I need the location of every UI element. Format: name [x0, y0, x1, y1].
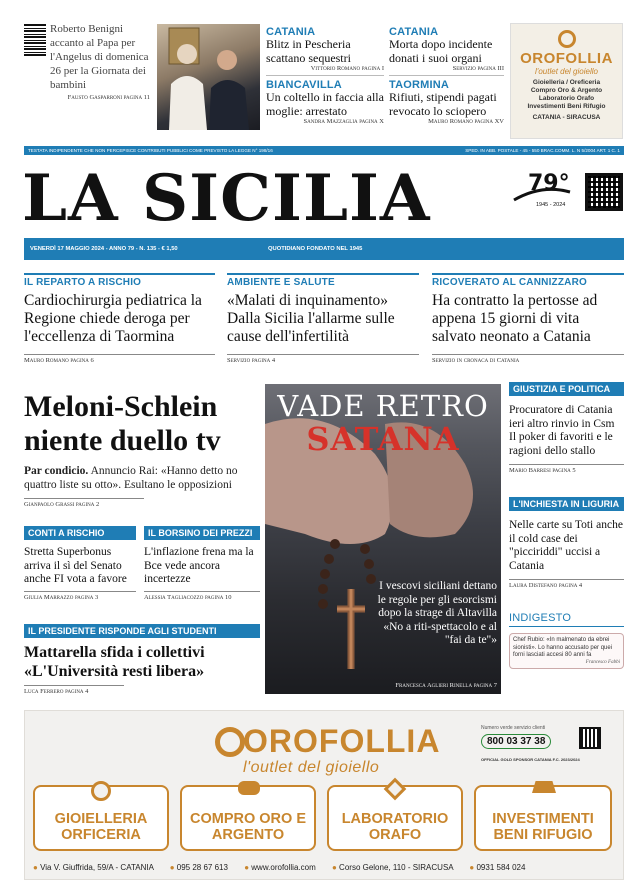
indigesto-text: Chef Rubio: «In malmenato da ebrei sionisti». Lo hanno accusato per quei forni lasciati accesi 80 anni fa [513, 637, 613, 658]
box-borsino-title: L'inflazione frena ma la Bce vede ancora incertezze [144, 546, 254, 585]
benigni-byline: Fausto Gasparroni pagina 11 [67, 94, 150, 101]
top-col1a-title: Blitz in Pescheria scattano sequestri [266, 37, 351, 65]
dateline-founded: QUOTIDIANO FONDATO NEL 1945 [268, 246, 363, 252]
lead-byline: Gianpaolo Grassi pagina 2 [24, 498, 144, 508]
tools-icon [384, 778, 407, 801]
top-col1b-title: Un coltello in faccia alla moglie: arrestato [266, 90, 384, 118]
bottom-ad-contacts [33, 863, 617, 872]
top-ad-line-3: Investimenti Beni Rifugio [527, 103, 606, 110]
row1-1-byline: Servizio pagina 4 [227, 354, 419, 364]
service-label-1: COMPRO ORO E ARGENTO [189, 811, 306, 843]
right-justice-title: Procuratore di Catania ieri altro rinvio in Csm Il poker di favoriti e le ragioni dello stallo [509, 404, 615, 457]
right-justice-byline: Mario Barresi pagina 5 [509, 464, 624, 474]
president-article[interactable] [24, 624, 260, 695]
photo-caption: I vescovi siciliani dettano le regole per gli esorcismi dopo la strage di Altavilla «No a riti-spettacolo e al "fai da te"» [377, 580, 497, 646]
service-card-3[interactable] [474, 785, 612, 851]
top-ad-cities: CATANIA - SIRACUSA [532, 114, 601, 121]
phone-icon-1: ● [169, 863, 175, 872]
vade-retro-photo[interactable] [265, 384, 501, 694]
website-link[interactable]: www.orofollia.com [251, 863, 316, 872]
row1-2-title: Ha contratto la pertosse ad appena 15 giorni di vita salvato neonato a Catania [432, 292, 598, 345]
top-col1a-kicker: CATANIA [266, 26, 316, 38]
service-label-2: LABORATORIO ORAFO [341, 811, 449, 843]
bottom-ad-orofollia[interactable] [24, 710, 624, 880]
right-justice-kicker: GIUSTIZIA E POLITICA [509, 382, 624, 396]
service-card-0[interactable] [33, 785, 169, 851]
right-liguria-kicker: L'INCHIESTA IN LIGURIA [509, 497, 624, 511]
box-borsino-byline: Alessia Tagliacozzo pagina 10 [144, 591, 260, 601]
addr-siracusa: Corso Gelone, 110 - SIRACUSA [339, 863, 454, 872]
top-col2b[interactable] [389, 79, 504, 125]
barcode [24, 24, 46, 56]
row1-2-kicker: RICOVERATO AL CANNIZZARO [432, 273, 624, 288]
top-col2a-kicker: CATANIA [389, 26, 439, 38]
anniversary-number: 79° [528, 171, 570, 196]
president-title: Mattarella sfida i collettivi «L'Università resti libera» [24, 644, 205, 680]
right-liguria-title: Nelle carte su Toti anche il cold case dei "picciriddi" uccisi a Catania [509, 519, 623, 572]
top-col1a[interactable] [266, 26, 384, 72]
benigni-teaser[interactable] [50, 22, 150, 101]
lead-article[interactable] [24, 390, 260, 508]
anniversary-logo [510, 172, 574, 212]
top-ad-orofollia[interactable] [510, 23, 623, 139]
top-col1a-byline: Vittorio Romano pagina I [310, 65, 384, 72]
diamond-ring-icon [91, 781, 111, 801]
row1-0-kicker: IL REPARTO A RISCHIO [24, 273, 215, 288]
box-borsino[interactable] [144, 526, 260, 601]
top-col2a-title: Morta dopo incidente donati i suoi organi [389, 37, 493, 65]
row1-2-byline: Servizio in cronaca di Catania [432, 354, 624, 364]
top-col2a[interactable] [389, 26, 504, 72]
benigni-text: Roberto Benigni accanto al Papa per l'Angelus di domenica 26 per la Giornata dei bambini [50, 23, 149, 91]
gold-bars-icon [532, 781, 556, 793]
top-col1b-byline: Sandra Mazzaglia pagina X [303, 118, 384, 125]
phone-icon-2: ● [469, 863, 475, 872]
box-borsino-kicker: IL BORSINO DEI PREZZI [144, 526, 260, 540]
president-kicker: IL PRESIDENTE RISPONDE AGLI STUDENTI [24, 624, 260, 638]
legal-strip-right: SPED. IN ABB. POSTALE - 45 - 550 BRAC.COMM. L. N 5/2004 ART. 1 C. 1 [465, 148, 620, 153]
right-justice[interactable] [509, 382, 624, 474]
tel-siracusa: 0931 584 024 [476, 863, 526, 872]
top-ad-line-1: Compro Oro & Argento [530, 87, 603, 94]
top-col2b-byline: Mauro Romano pagina XV [428, 118, 504, 125]
lead-deck [24, 464, 260, 492]
bottom-ad-sponsor: OFFICIAL GOLD SPONSOR CATANIA F.C. 2023/2024 [481, 757, 580, 762]
top-col1b[interactable] [266, 79, 384, 125]
lead-deck-text: Annuncio Rai: «Hanno detto no quattro liste su otto». Esultano le opposizioni [24, 465, 238, 491]
right-liguria[interactable] [509, 497, 624, 589]
indigesto-kicker: INDIGESTO [509, 612, 624, 627]
legal-strip [24, 146, 624, 155]
box-conti-title: Stretta Superbonus arriva il sì del Senato anche FI vota a favore [24, 546, 127, 585]
lead-title: Meloni-Schlein niente duello tv [24, 390, 221, 457]
box-conti[interactable] [24, 526, 136, 601]
indigesto-box[interactable] [509, 612, 624, 669]
top-ad-line-2: Laboratorio Orafo [538, 95, 595, 102]
row1-0-byline: Mauro Romano pagina 6 [24, 354, 215, 364]
top-col2b-kicker: TAORMINA [389, 79, 450, 91]
service-label-0: GIOIELLERIA ORFICERIA [54, 811, 148, 843]
photo-title-1: VADE RETRO [277, 389, 489, 423]
swoosh-icon [512, 188, 572, 202]
row1-article-0[interactable] [24, 273, 215, 364]
benigni-photo [157, 24, 260, 130]
bottom-ad-tagline: l'outlet del gioiello [243, 759, 380, 776]
indigesto-sign: Francesco Fabbi [585, 659, 620, 665]
bottom-ad-ring-icon [215, 727, 245, 757]
bottom-ad-phone: 800 03 37 38 [481, 734, 551, 749]
service-card-1[interactable] [180, 785, 316, 851]
top-col2 [389, 26, 504, 125]
bottom-ad-phone-label: Numero verde servizio clienti [481, 725, 546, 731]
bottom-ad-brand: OROFOLLIA [243, 723, 441, 759]
top-col1 [266, 26, 384, 125]
top-col2a-byline: Servizio pagina III [452, 65, 504, 72]
globe-icon: ● [244, 863, 250, 872]
top-ad-brand: OROFOLLIA [520, 50, 613, 67]
qr-code-icon [585, 173, 623, 211]
box-conti-kicker: CONTI A RISCHIO [24, 526, 136, 540]
dateline-date: VENERDÌ 17 MAGGIO 2024 - ANNO 79 - N. 135 - € 1,50 [30, 246, 178, 252]
row1-1-kicker: AMBIENTE E SALUTE [227, 273, 419, 288]
president-byline: Luca Ferrero pagina 4 [24, 685, 124, 695]
service-label-3: INVESTIMENTI BENI RIFUGIO [492, 811, 594, 843]
service-card-2[interactable] [327, 785, 463, 851]
legal-strip-left: TESTATA INDIPENDENTE CHE NON PERCEPISCE CONTRIBUTI PUBBLICI COME PREVISTO LA LEGGE N° 198/16 [28, 148, 273, 153]
bottom-ad-qr-icon [579, 727, 601, 749]
indigesto-bubble [509, 633, 624, 669]
tel-catania: 095 28 67 613 [176, 863, 228, 872]
row1-article-1[interactable] [227, 273, 419, 364]
row1-1-title: «Malati di inquinamento» Dalla Sicilia l'allarme sulle cause dell'infertilità [227, 292, 395, 345]
top-ad-tagline: l'outlet del gioiello [535, 67, 598, 76]
row1-0-title: Cardiochirurgia pediatrica la Regione chiede deroga per l'eccellenza di Taormina [24, 292, 202, 345]
photo-title-2: SATANA [306, 420, 460, 458]
addr-catania: Via V. Giuffrida, 59/A - CATANIA [40, 863, 154, 872]
top-col1b-kicker: BIANCAVILLA [266, 79, 342, 91]
dateline-bar [24, 238, 624, 260]
masthead-title[interactable]: LA SICILIA [22, 161, 431, 236]
anniversary-years: 1945 - 2024 [536, 202, 566, 208]
location-pin-icon-2: ● [331, 863, 337, 872]
hand-coin-icon [238, 781, 260, 795]
top-col2b-title: Rifiuti, stipendi pagati revocato lo sciopero [389, 90, 497, 118]
lead-deck-bold: Par condicio. [24, 465, 89, 477]
ring-icon [558, 30, 576, 48]
row1-article-2[interactable] [432, 273, 624, 364]
photo-byline: Francesca Aglieri Rinella pagina 7 [395, 682, 497, 689]
location-pin-icon: ● [33, 863, 38, 872]
right-liguria-byline: Laura Distefano pagina 4 [509, 579, 624, 589]
top-ad-line-0: Gioielleria / Oreficeria [532, 79, 601, 86]
box-conti-byline: Giulia Marrazzo pagina 3 [24, 591, 136, 601]
